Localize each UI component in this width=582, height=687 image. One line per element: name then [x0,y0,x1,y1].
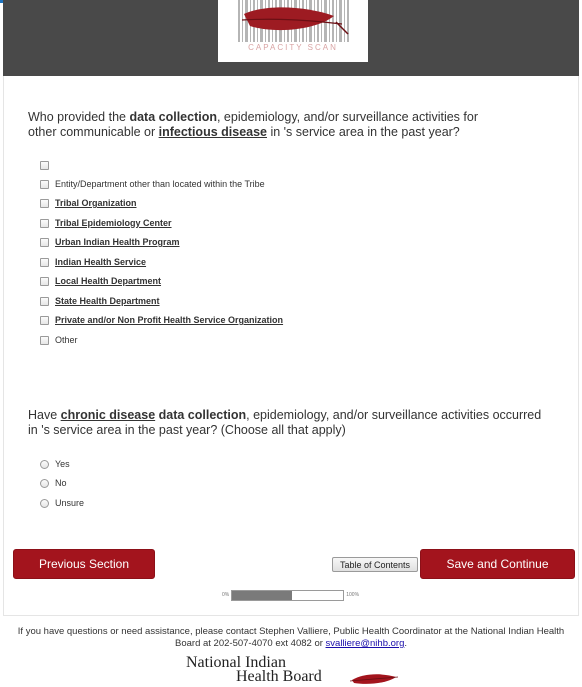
survey-panel [3,76,579,616]
option-label: Entity/Department other than located within the Tribe [55,179,265,189]
q1-option-state-health-dept[interactable] [40,294,160,308]
q2-text-suffix: , epidemiology, and/or surveillance activities occurred in 's service area in the past year? (Choose all that apply) [28,408,542,437]
option-label-link[interactable]: Urban Indian Health Program [55,237,180,247]
option-label-link[interactable]: Indian Health Service [55,257,147,267]
checkbox[interactable] [40,297,49,306]
q2-option-no[interactable] [40,476,67,490]
checkbox[interactable] [40,277,49,286]
q1-option-private-nonprofit[interactable] [40,313,283,327]
q2-option-unsure[interactable] [40,496,84,510]
option-label: No [55,478,67,488]
checkbox[interactable] [40,336,49,345]
progress-start-label: 0% [222,592,230,598]
option-label-link[interactable]: State Health Department [55,296,160,306]
progress-end-label: 100% [346,592,360,598]
barcode-feather-icon [236,0,350,42]
progress-fill [232,591,292,600]
footer-contact-text [10,626,572,650]
table-of-contents-button[interactable]: Table of Contents [332,557,418,572]
q1-text-suffix: in 's service area in the past year? [267,125,460,139]
option-label: Unsure [55,498,85,508]
q1-bold-data-collection: data collection [129,110,217,124]
checkbox[interactable] [40,219,49,228]
nihb-logo [186,654,406,687]
option-label: Yes [55,459,70,469]
q1-option-urban-indian[interactable] [40,235,180,249]
option-label: Other [55,335,78,345]
q1-text-prefix: Who provided the [28,110,130,124]
nihb-logo-line1: National Indian [186,654,286,671]
option-label-link[interactable]: Tribal Epidemiology Center [55,218,172,228]
option-label-link[interactable]: Private and/or Non Profit Health Service Organization [55,315,284,325]
nihb-logo-line2: Health Board [236,668,322,685]
previous-section-button[interactable]: Previous Section [13,549,155,579]
q2-bold-data-collection: data collection [155,408,247,422]
q1-option-other[interactable] [40,333,78,347]
option-label-link[interactable]: Tribal Organization [55,198,137,208]
q2-text-prefix: Have [28,408,61,422]
checkbox[interactable] [40,180,49,189]
q1-option-ihs[interactable] [40,255,146,269]
q2-option-yes[interactable] [40,457,70,471]
checkbox[interactable] [40,161,49,170]
footer-email-link[interactable]: svalliere@nihb.org [325,638,405,649]
q1-option-tribal-organization[interactable] [40,196,137,210]
q1-text-mid: , epidemiology, and/or surveillance activities for other communicable or [28,110,478,139]
capacity-scan-logo [218,0,368,62]
option-label-link[interactable]: Local Health Department [55,276,162,286]
checkbox[interactable] [40,316,49,325]
checkbox[interactable] [40,258,49,267]
q1-option-blank[interactable] [40,158,55,172]
radio[interactable] [40,460,49,469]
q2-link-chronic-disease[interactable]: chronic disease [60,408,156,422]
q1-option-local-health-dept[interactable] [40,274,161,288]
checkbox[interactable] [40,238,49,247]
q1-option-entity-department[interactable] [40,177,265,191]
footer-text-end: . [404,638,407,649]
logo-caption: CAPACITY SCAN [248,43,338,52]
footer-text: If you have questions or need assistance, please contact Stephen Valliere, Public Health Coordinator at the National Indian Health Board at 202-507-4070 ext 4082 or [17,626,565,649]
question-infectious-disease [28,110,498,140]
q1-option-tribal-epi-center[interactable] [40,216,172,230]
checkbox[interactable] [40,199,49,208]
radio[interactable] [40,499,49,508]
question-chronic-disease [28,408,548,438]
feather-icon [350,672,400,686]
q1-link-infectious-disease[interactable]: infectious disease [158,125,267,139]
radio[interactable] [40,479,49,488]
progress-indicator [222,589,359,601]
save-and-continue-button[interactable]: Save and Continue [420,549,575,579]
progress-bar [231,590,344,601]
